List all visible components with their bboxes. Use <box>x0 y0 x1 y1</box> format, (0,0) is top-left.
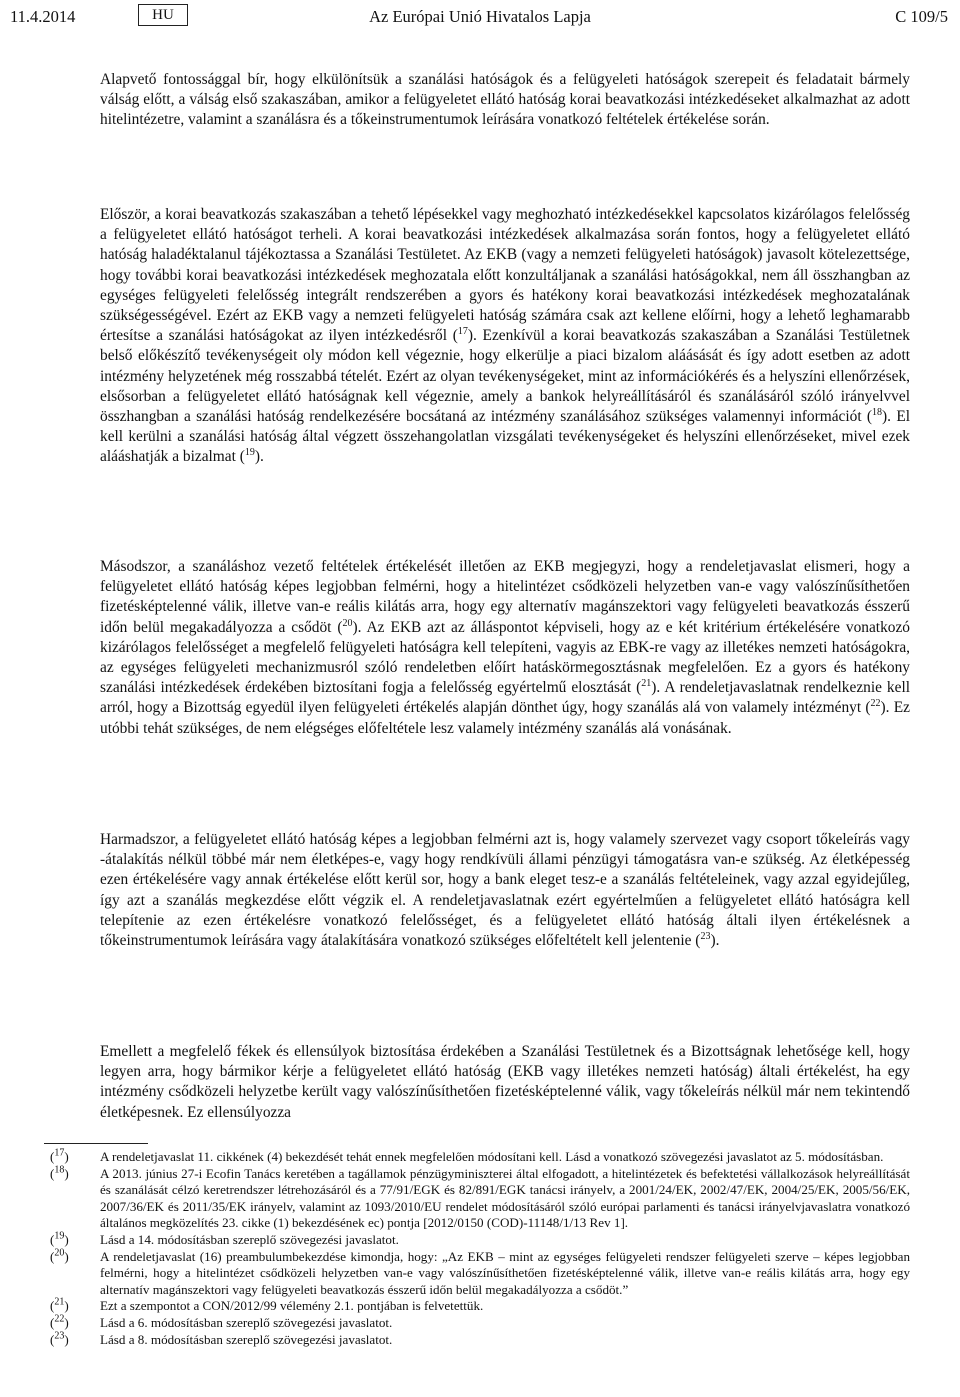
paragraph-text: Emellett a megfelelő fékek és ellensúlyok biztosítása érdekében a Szanálási Testületnek és a Bizottságnak lehetősége kell, hogy legyen arra, hogy bármikor kérje a felügyeletet ellátó hatóság (EKB vagy illetékes nemzeti hatóság) általi értékelést, ha egy intézmény csődközeli helyzetbe került vagy valószínűsíthetően fizetésképtelenné válik, vagy tőkeleírás nélkül már nem tekintendő életképesnek. Ez ellensúlyozza <box>100 1043 910 1121</box>
paragraph-text: ). <box>254 448 264 466</box>
footnotes <box>50 1149 910 1348</box>
footnote-reference[interactable]: 20 <box>342 617 353 629</box>
paragraph-3 <box>100 557 910 739</box>
footnote-reference[interactable]: 18 <box>872 406 883 418</box>
paragraph-text: ). <box>710 932 720 950</box>
footnote-number: ($^{19}$) <box>50 1230 69 1247</box>
footnote-reference[interactable]: 21 <box>641 678 652 690</box>
paragraph-4 <box>100 830 910 951</box>
footnote <box>50 1332 910 1349</box>
paragraph-text: Harmadszor, a felügyeletet ellátó hatóság képes a legjobban felmérni azt is, hogy valamely szervezet vagy csoport tőkeleírás vagy -átalakítás nélkül többé már nem életképes-e, vagy hogy rendkívüli állami pénzügyi támogatásra van-e szükség. Az életképesség ezen értékelésére vagy annak értékelése előtt kerül sor, hogy a bank eleget tesz-e a szanálás feltételeinek, vagy azzal egyidejűleg, így azt a szanálás megkezdése előtt végzik el. A rendeletjavaslatnak ezért egyértelműen a felügyeletet ellátó hatóságra kell telepítenie az ezen értékelésre vonatkozó felelősséget, és a felügyeletet ellátó hatóság általi ilyen értékelésnek a tőkeinstrumentumok leírására vagy átalakítására vonatkozó szükséges előfeltételt kell jelentenie ( <box>100 831 910 950</box>
paragraph-text: ). A rendeletjavaslatnak rendelkeznie kell arról, hogy a Bizottság egyedül ilyen felügyeleti értékelés alapján dönthet úgy, hogy szanálás alá von valamely intézményt ( <box>100 679 911 717</box>
paragraph-5 <box>100 1042 910 1123</box>
footnote-number: ($^{23}$) <box>50 1330 69 1347</box>
page-reference: C 109/5 <box>895 7 948 26</box>
page-header <box>0 4 960 26</box>
footnote <box>50 1249 910 1299</box>
footnote-text: Ezt a szempontot a CON/2012/99 vélemény 2.1. pontjában is felvetettük. <box>100 1298 484 1314</box>
footnote <box>50 1315 910 1332</box>
footnote <box>50 1149 910 1166</box>
footnote <box>50 1232 910 1249</box>
footnote <box>50 1298 910 1315</box>
paragraph-text: ). Ezenkívül a korai beavatkozás szakaszában a Szanálási Testületnek belső előkészítő tevékenységeit oly módon kell végeznie, hogy elkerülje a piaci bizalom aláásását és így adott esetben az adott intézmény helyzetének még rosszabbá tételét. Ezért az olyan tevékenységeket, mint az információkérés és a helyszíni ellenőrzések, elsősorban a felügyeletet ellátó hatóságnak kell végeznie, amely a bankok helyreállításáról és szanálásáról szóló irányelvvel összhangban a szanálási hatóság rendelkezésére bocsátaná az intézmény szanálásához szükséges valamennyi információt ( <box>100 327 910 426</box>
footnote-text: A rendeletjavaslat 11. cikkének (4) bekezdését tehát ennek megfelelően módosítani kell. Lásd a vonatkozó szövegezési javaslatot az 5. módosításban. <box>100 1149 884 1164</box>
footnote-text: Lásd a 6. módosításban szereplő szövegezési javaslatot. <box>100 1314 393 1330</box>
footnote-text: A 2013. június 27-i Ecofin Tanács keretében a tagállamok pénzügyminiszterei által elfogadott, a hitelintézetek és befektetési vállalkozások helyreállítását és szanálását célzó keretrendszer létrehozásáról és a 77/91/EGK és 82/891/EGK tanácsi irányelv, a 2001/24/EK, 2002/47/EK, 2004/25/EK, 2005/56/EK, 2007/36/EK és 2011/35/EK irányelv, valamint az 1093/2010/EU rendelet módosításáról szóló európai parlamenti és tanácsi irányelvjavaslatra vonatkozó általános megközelítés 23. cikke (1) bekezdésének ec) pontja [2012/0150 (COD)-11148/1/13 Rev 1]. <box>100 1165 910 1231</box>
footnote-reference[interactable]: 22 <box>870 698 881 710</box>
paragraph-2 <box>100 205 910 468</box>
language-code-box: HU <box>138 4 188 26</box>
footnote <box>50 1166 910 1232</box>
paragraph-text: ). El kell kerülni a szanálási hatóság által végzett összehangolatlan vizsgálati tevékenységeket és helyszíni ellenőrzéseket, mivel ezek alááshatják a bizalmat ( <box>100 408 910 466</box>
footnote-reference[interactable]: 23 <box>700 930 711 942</box>
footnote-reference[interactable]: 19 <box>244 447 255 459</box>
paragraph-text: ). Ez utóbbi tehát szükséges, de nem elégséges előfeltétele lesz valamely intézmény szanálás alá vonásának. <box>100 699 910 737</box>
publication-date: 11.4.2014 <box>10 7 76 26</box>
footnote-separator <box>44 1143 148 1144</box>
footnote-text: Lásd a 14. módosításban szereplő szövegezési javaslatot. <box>100 1231 399 1247</box>
footnote-number: ($^{20}$) <box>50 1247 69 1264</box>
paragraph-text: Alapvető fontossággal bír, hogy elkülönítsük a szanálási hatóságok és a felügyeleti hatóságok szerepeit és feladatait bármely válság előtt, a válság első szakaszában, amikor a felügyeletet ellátó hatóság korai beavatkozási intézkedéseket alkalmazhat az adott hitelintézetre, valamint a szanálásra és a tőkeinstrumentumok leírására vonatkozó feltételek értékelése során. <box>100 71 910 129</box>
footnote-text: Lásd a 8. módosításban szereplő szövegezési javaslatot. <box>100 1331 393 1347</box>
footnote-number: ($^{22}$) <box>50 1313 69 1330</box>
footnote-text: A rendeletjavaslat (16) preambulumbekezdése kimondja, hogy: „Az EKB – mint az egységes felügyeleti rendszer felügyeleti szerve – képes legjobban felmérni, hogy a hitelintézet csődközeli helyzetben van-e vagy valószínűsíthetően fizetésképtelenné válik, illetve van-e reális kilátás arra, hogy egy alternatív magánszektori vagy felügyeleti beavatkozás ésszerű időn belül megakadályozza a csődöt.” <box>100 1248 910 1297</box>
footnote-number: ($^{17}$) <box>50 1147 69 1164</box>
paragraph-text: Először, a korai beavatkozás szakaszában a tehető lépésekkel vagy meghozható intézkedésekkel kapcsolatos kizárólagos felelősség a felügyeletet ellátó hatóságot terheli. A korai beavatkozási intézkedések alkalmazása során fontos, hogy a felügyeletet ellátó hatóság haladéktalanul tájékoztassa a Szanálási Testületet. Az EKB (vagy a nemzeti felügyeleti hatóságok) javasolt kötelezettsége, hogy további korai beavatkozási intézkedések meghozatala előtt konzultáljanak a szanálási hatóságokkal, nem áll összhangban az egységes felügyeleti felelősség integrált rendszerében a gyors és hatékony korai beavatkozási intézkedések meghozatalának szükségességével. Ezért az EKB vagy a nemzeti felügyeleti hatóság számára csak azt kellene előírni, hogy a lehető leghamarabb értesítse a szanálási hatóságokat az ilyen intézkedésről ( <box>100 206 910 345</box>
footnote-number: ($^{18}$) <box>50 1164 69 1181</box>
footnote-reference[interactable]: 17 <box>457 326 468 338</box>
paragraph-text: ). Az EKB azt az álláspontot képviseli, hogy az e két kritérium értékelésére vonatkozó kizárólagos felelősséget a megfelelő felügyeleti hatóságra kell telepíteni, vagyis az EBK-re vagy az illetékes nemzeti hatóságokra, az egységes felügyeleti mechanizmusról szóló rendeletben előírt hatáskörmegosztásnak megfelelően. Ez a gyors és hatékony szanálási intézkedések érdekében biztosítani fogja a felelősség egyértelmű elosztását ( <box>100 618 910 697</box>
footnote-number: ($^{21}$) <box>50 1296 69 1314</box>
paragraph-1 <box>100 70 910 131</box>
paragraph-text: Másodszor, a szanáláshoz vezető feltételek értékelését illetően az EKB megjegyzi, hogy a rendeletjavaslat elismeri, hogy a felügyeletet ellátó hatóság képes legjobban felmérni, hogy a hitelintézet csődközeli helyzetben van-e vagy valószínűsíthetően fizetésképtelenné válik, illetve van-e reális kilátás arra, hogy egy alternatív magánszektori vagy felügyeleti beavatkozás ésszerű időn belül megakadályozza a csődöt ( <box>100 558 910 636</box>
journal-title: Az Európai Unió Hivatalos Lapja <box>369 7 591 26</box>
